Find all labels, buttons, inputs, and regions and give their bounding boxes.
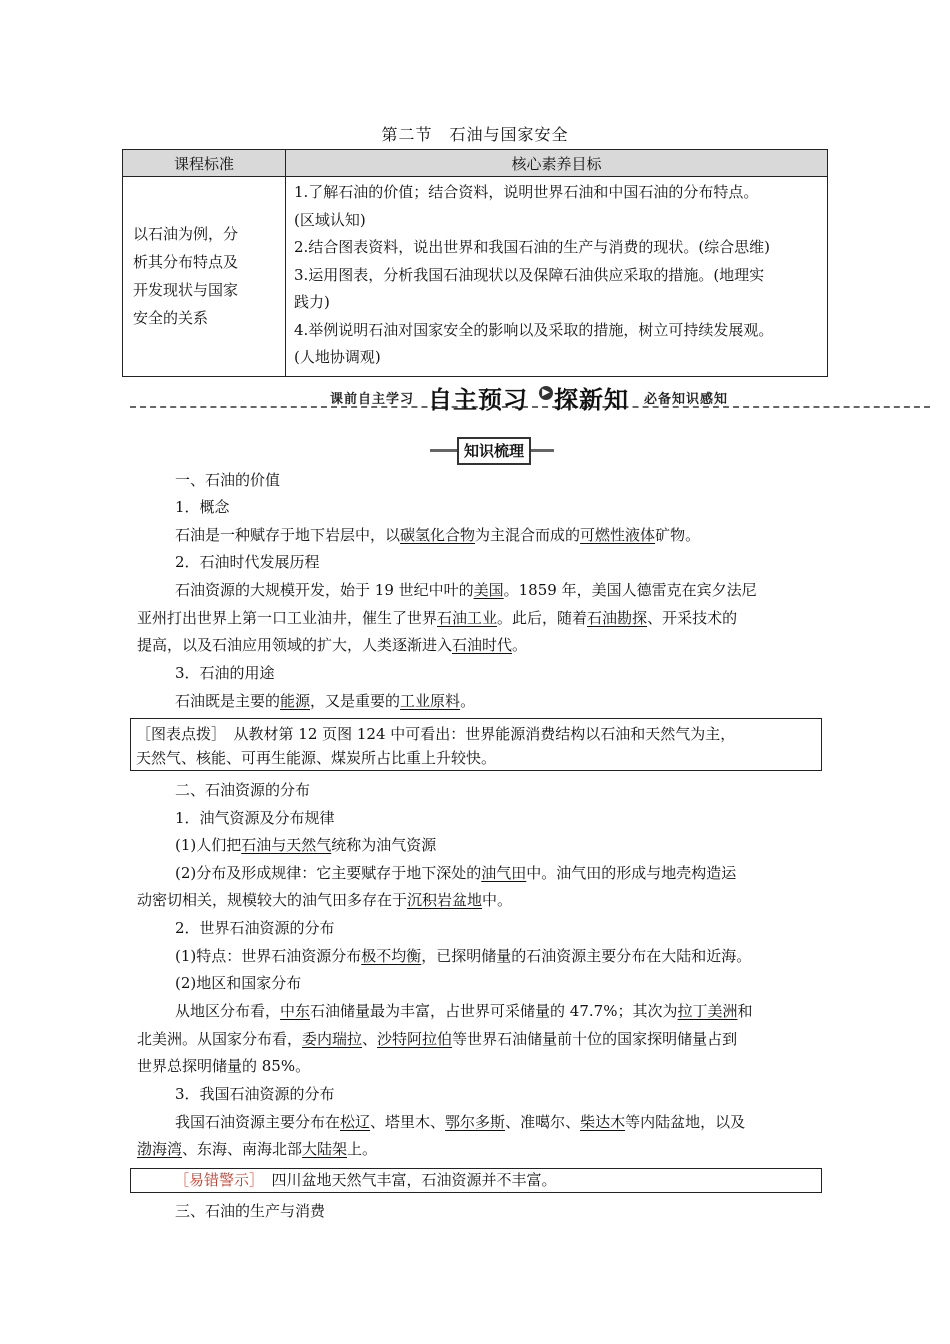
paragraph: 动密切相关，规模较大的油气田多存在于沉积岩盆地中。 (137, 891, 513, 909)
answer-blank: 拉丁美洲 (677, 1002, 738, 1020)
answer-blank: 沙特阿拉伯 (377, 1030, 453, 1048)
banner-right-text: 必备知识感知 (644, 392, 729, 407)
page-title: 第二节 石油与国家安全 (381, 125, 569, 144)
section-banner (130, 380, 930, 414)
curriculum-standard-cell (123, 177, 286, 377)
answer-blank: 中东 (280, 1002, 311, 1020)
text-line: 践力) (294, 293, 330, 311)
answer-blank: 鄂尔多斯 (445, 1113, 506, 1131)
answer-blank: 石油勘探 (587, 609, 648, 627)
chart-tip-box (130, 718, 822, 771)
text-line: 3.运用图表，分析我国石油现状以及保障石油供应采取的措施。(地理实 (294, 265, 765, 284)
text-line: 以石油为例，分 (133, 225, 239, 244)
paragraph: 渤海湾、东海、南海北部大陆架上。 (137, 1140, 378, 1158)
table-header-right: 核心素养目标 (286, 150, 828, 177)
text-line: 析其分布特点及 (133, 253, 239, 272)
subheading-1-2: 2．石油时代发展历程 (175, 553, 320, 571)
answer-blank: 美国 (473, 581, 504, 599)
banner-left-text: 课前自主学习 (330, 392, 415, 407)
banner-main-2: 探新知 (554, 386, 629, 414)
section-label-text: 知识梳理 (457, 437, 531, 465)
paragraph: 我国石油资源主要分布在松辽、塔里木、鄂尔多斯、准噶尔、柴达木等内陆盆地，以及 (175, 1113, 746, 1131)
warning-line: ［易错警示］ 四川盆地天然气丰富，石油资源并不丰富。 (174, 1171, 557, 1189)
paragraph: 石油既是主要的能源，又是重要的工业原料。 (175, 692, 476, 710)
heading-3: 三、石油的生产与消费 (175, 1202, 326, 1220)
text-line: 开发现状与国家 (133, 281, 239, 300)
subheading-1-1: 1．概念 (175, 498, 230, 516)
text-line: (人地协调观) (294, 348, 381, 366)
answer-blank: 石油时代 (452, 636, 513, 654)
warning-label: ［易错警示］ (174, 1171, 257, 1189)
subheading-2-2: 2．世界石油资源的分布 (175, 919, 335, 937)
heading-2: 二、石油资源的分布 (175, 781, 311, 799)
heading-1: 一、石油的价值 (175, 471, 281, 489)
paragraph: (2)地区和国家分布 (175, 974, 302, 992)
text-line: 安全的关系 (133, 309, 209, 328)
answer-blank: 柴达木 (580, 1113, 626, 1131)
text-line: (区域认知) (294, 210, 366, 229)
dashed-divider (130, 406, 930, 408)
answer-blank: 沉积岩盆地 (407, 891, 483, 909)
answer-blank: 极不均衡 (361, 947, 422, 965)
answer-blank: 油气田 (481, 864, 527, 882)
arrow-icon: ▶ (539, 386, 553, 400)
answer-blank: 石油工业 (437, 609, 498, 627)
tip-line: 天然气、核能、可再生能源、煤炭所占比重上升较快。 (136, 749, 497, 767)
paragraph: (1)人们把石油与天然气统称为油气资源 (175, 836, 437, 854)
text-line: 1.了解石油的价值；结合资料，说明世界石油和中国石油的分布特点。 (294, 183, 759, 201)
core-literacy-cell (286, 177, 828, 377)
paragraph: 从地区分布看，中东石油储量最为丰富，占世界可采储量的 47.7%；其次为拉丁美洲和 (175, 1002, 753, 1020)
answer-blank: 大陆架 (302, 1140, 348, 1158)
answer-blank: 可燃性液体 (580, 526, 656, 544)
error-warning-box (130, 1168, 822, 1193)
table-header-left: 课程标准 (123, 150, 286, 177)
text-line: 4.举例说明石油对国家安全的影响以及采取的措施，树立可持续发展观。 (294, 320, 774, 339)
section-label-knowledge (430, 437, 554, 463)
answer-blank: 碳氢化合物 (400, 526, 476, 544)
paragraph: 石油是一种赋存于地下岩层中，以碳氢化合物为主混合而成的可燃性液体矿物。 (175, 526, 701, 544)
answer-blank: 委内瑞拉 (302, 1030, 363, 1048)
answer-blank: 石油与天然气 (241, 836, 332, 854)
paragraph: 提高，以及石油应用领域的扩大，人类逐渐进入石油时代。 (137, 636, 528, 654)
answer-blank: 工业原料 (400, 692, 461, 710)
answer-blank: 能源 (280, 692, 311, 710)
banner-main-1: 自主预习 (428, 386, 528, 414)
subheading-1-3: 3．石油的用途 (175, 664, 275, 682)
standards-table (122, 149, 828, 377)
paragraph: 北美洲。从国家分布看，委内瑞拉、沙特阿拉伯等世界石油储量前十位的国家探明储量占到 (137, 1030, 738, 1048)
answer-blank: 松辽 (340, 1113, 371, 1131)
answer-blank: 渤海湾 (137, 1140, 183, 1158)
subheading-2-1: 1．油气资源及分布规律 (175, 809, 335, 827)
paragraph: (2)分布及形成规律：它主要赋存于地下深处的油气田中。油气田的形成与地壳构造运 (175, 864, 737, 882)
label-bar-left (430, 449, 460, 452)
subheading-2-3: 3．我国石油资源的分布 (175, 1085, 335, 1103)
text-line: 2.结合图表资料，说出世界和我国石油的生产与消费的现状。(综合思维) (294, 238, 771, 256)
paragraph: 石油资源的大规模开发，始于 19 世纪中叶的美国。1859 年，美国人德雷克在宾夕法尼 (175, 581, 757, 599)
paragraph: (1)特点：世界石油资源分布极不均衡，已探明储量的石油资源主要分布在大陆和近海。 (175, 947, 752, 965)
paragraph: 亚州打出世界上第一口工业油井，催生了世界石油工业。此后，随着石油勘探、开采技术的 (137, 609, 738, 627)
paragraph: 世界总探明储量的 85%。 (137, 1057, 311, 1075)
tip-line: ［图表点拨］ 从教材第 12 页图 124 中可看出：世界能源消费结构以石油和天然气为主， (136, 725, 736, 743)
